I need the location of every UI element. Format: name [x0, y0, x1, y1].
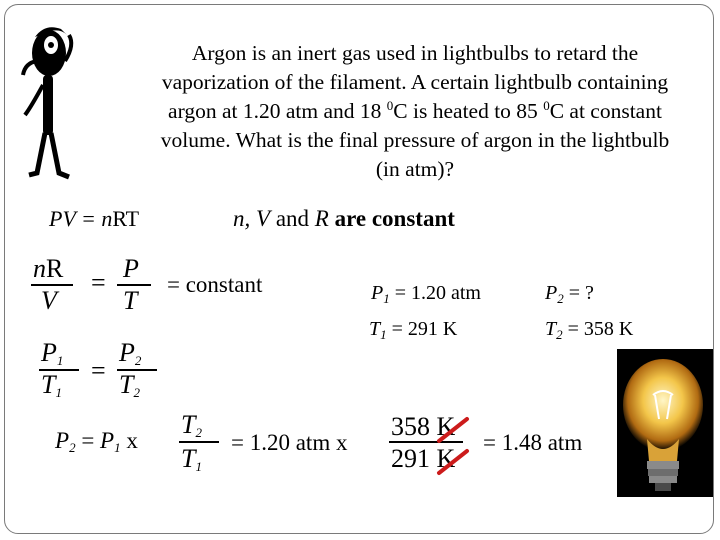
- subscript: 1: [114, 440, 121, 455]
- equals-sign: =: [91, 268, 106, 297]
- p1-value: = 1.20 atm: [389, 282, 481, 304]
- ideal-gas-n: n: [101, 206, 113, 231]
- problem-line: vaporization of the filament. A certain lightbulb containing: [161, 70, 669, 94]
- sol-equals: =: [75, 428, 101, 453]
- solution-lhs: [55, 429, 138, 453]
- constants-vars: n, V: [233, 206, 271, 231]
- t-label: T: [369, 318, 381, 340]
- ratio-numerator-p: P: [123, 254, 139, 283]
- gl-p: P: [41, 338, 57, 367]
- p-label: P: [545, 282, 558, 304]
- gl-t2: [119, 371, 140, 399]
- gl-t: T: [41, 370, 56, 399]
- subscript: 1: [380, 327, 387, 342]
- t2-value: = 358 K: [562, 318, 634, 340]
- thinking-stick-figure-icon: [15, 15, 85, 185]
- subscript: 2: [69, 440, 76, 455]
- subscript: 2: [134, 353, 142, 368]
- ideal-gas-law: [49, 207, 139, 231]
- sol-t: T: [181, 410, 196, 439]
- ideal-gas-lhs: PV =: [49, 206, 102, 231]
- sol-t: T: [181, 444, 196, 473]
- gl-t: T: [119, 370, 134, 399]
- ideal-gas-rt: RT: [112, 206, 140, 231]
- fraction-bar: [179, 441, 219, 443]
- given-p1: [371, 281, 481, 305]
- subscript: 2: [556, 327, 563, 342]
- ratio-r: R: [46, 254, 64, 283]
- equals-sign: =: [91, 356, 106, 385]
- ratio-constant: = constant: [167, 272, 263, 297]
- constants-r: R: [314, 206, 329, 231]
- degree-superscript: 0: [386, 98, 394, 113]
- subscript: 2: [133, 385, 140, 400]
- problem-statement: [115, 39, 715, 184]
- ratio-numerator-nr: [33, 255, 63, 283]
- subscript: 2: [195, 425, 202, 440]
- sol-t2: [181, 411, 202, 439]
- subscript: 1: [56, 353, 64, 368]
- ratio-denominator-t: T: [123, 286, 138, 315]
- cancel-marks: [433, 415, 473, 477]
- subscript: 1: [55, 385, 62, 400]
- sol-t1: [181, 445, 202, 473]
- problem-text: argon at 1.20 atm and 18: [168, 99, 387, 123]
- gl-t1: [41, 371, 62, 399]
- slide: [4, 4, 714, 534]
- sol-p1: P: [100, 428, 115, 453]
- lightbulb-image: [617, 349, 713, 497]
- constants-statement: [233, 207, 455, 231]
- gl-p1: [41, 339, 63, 367]
- gl-p2: [119, 339, 141, 367]
- ratio-denominator-v: V: [41, 286, 57, 315]
- problem-text: C at constant: [549, 99, 662, 123]
- ratio-n: n: [33, 254, 46, 283]
- solution-mid: = 1.20 atm x: [231, 430, 348, 455]
- solution-result: = 1.48 atm: [483, 430, 583, 455]
- solution-denominator: 291 K: [391, 444, 456, 473]
- gl-p: P: [119, 338, 135, 367]
- given-t1: [369, 317, 457, 341]
- degree-superscript: 0: [543, 98, 550, 113]
- given-t2: [545, 317, 633, 341]
- subscript: 2: [557, 291, 564, 306]
- sol-p: P: [55, 428, 70, 453]
- problem-line: [115, 97, 715, 126]
- problem-line: volume. What is the final pressure of argon in the lightbulb: [160, 128, 670, 152]
- given-p2: [545, 281, 594, 305]
- p-label: P: [371, 282, 384, 304]
- constants-tail: are constant: [328, 206, 455, 231]
- t1-value: = 291 K: [386, 318, 458, 340]
- solution-numerator: 358 K: [391, 412, 456, 441]
- constants-and: and: [270, 206, 315, 231]
- p2-value: = ?: [563, 282, 594, 304]
- sol-times: x: [120, 428, 138, 453]
- t-label: T: [545, 318, 557, 340]
- problem-text: C is heated to 85: [393, 99, 544, 123]
- problem-line: Argon is an inert gas used in lightbulbs to retard the: [191, 41, 639, 65]
- subscript: 1: [383, 291, 390, 306]
- subscript: 1: [195, 459, 202, 474]
- problem-line: (in atm)?: [375, 157, 455, 181]
